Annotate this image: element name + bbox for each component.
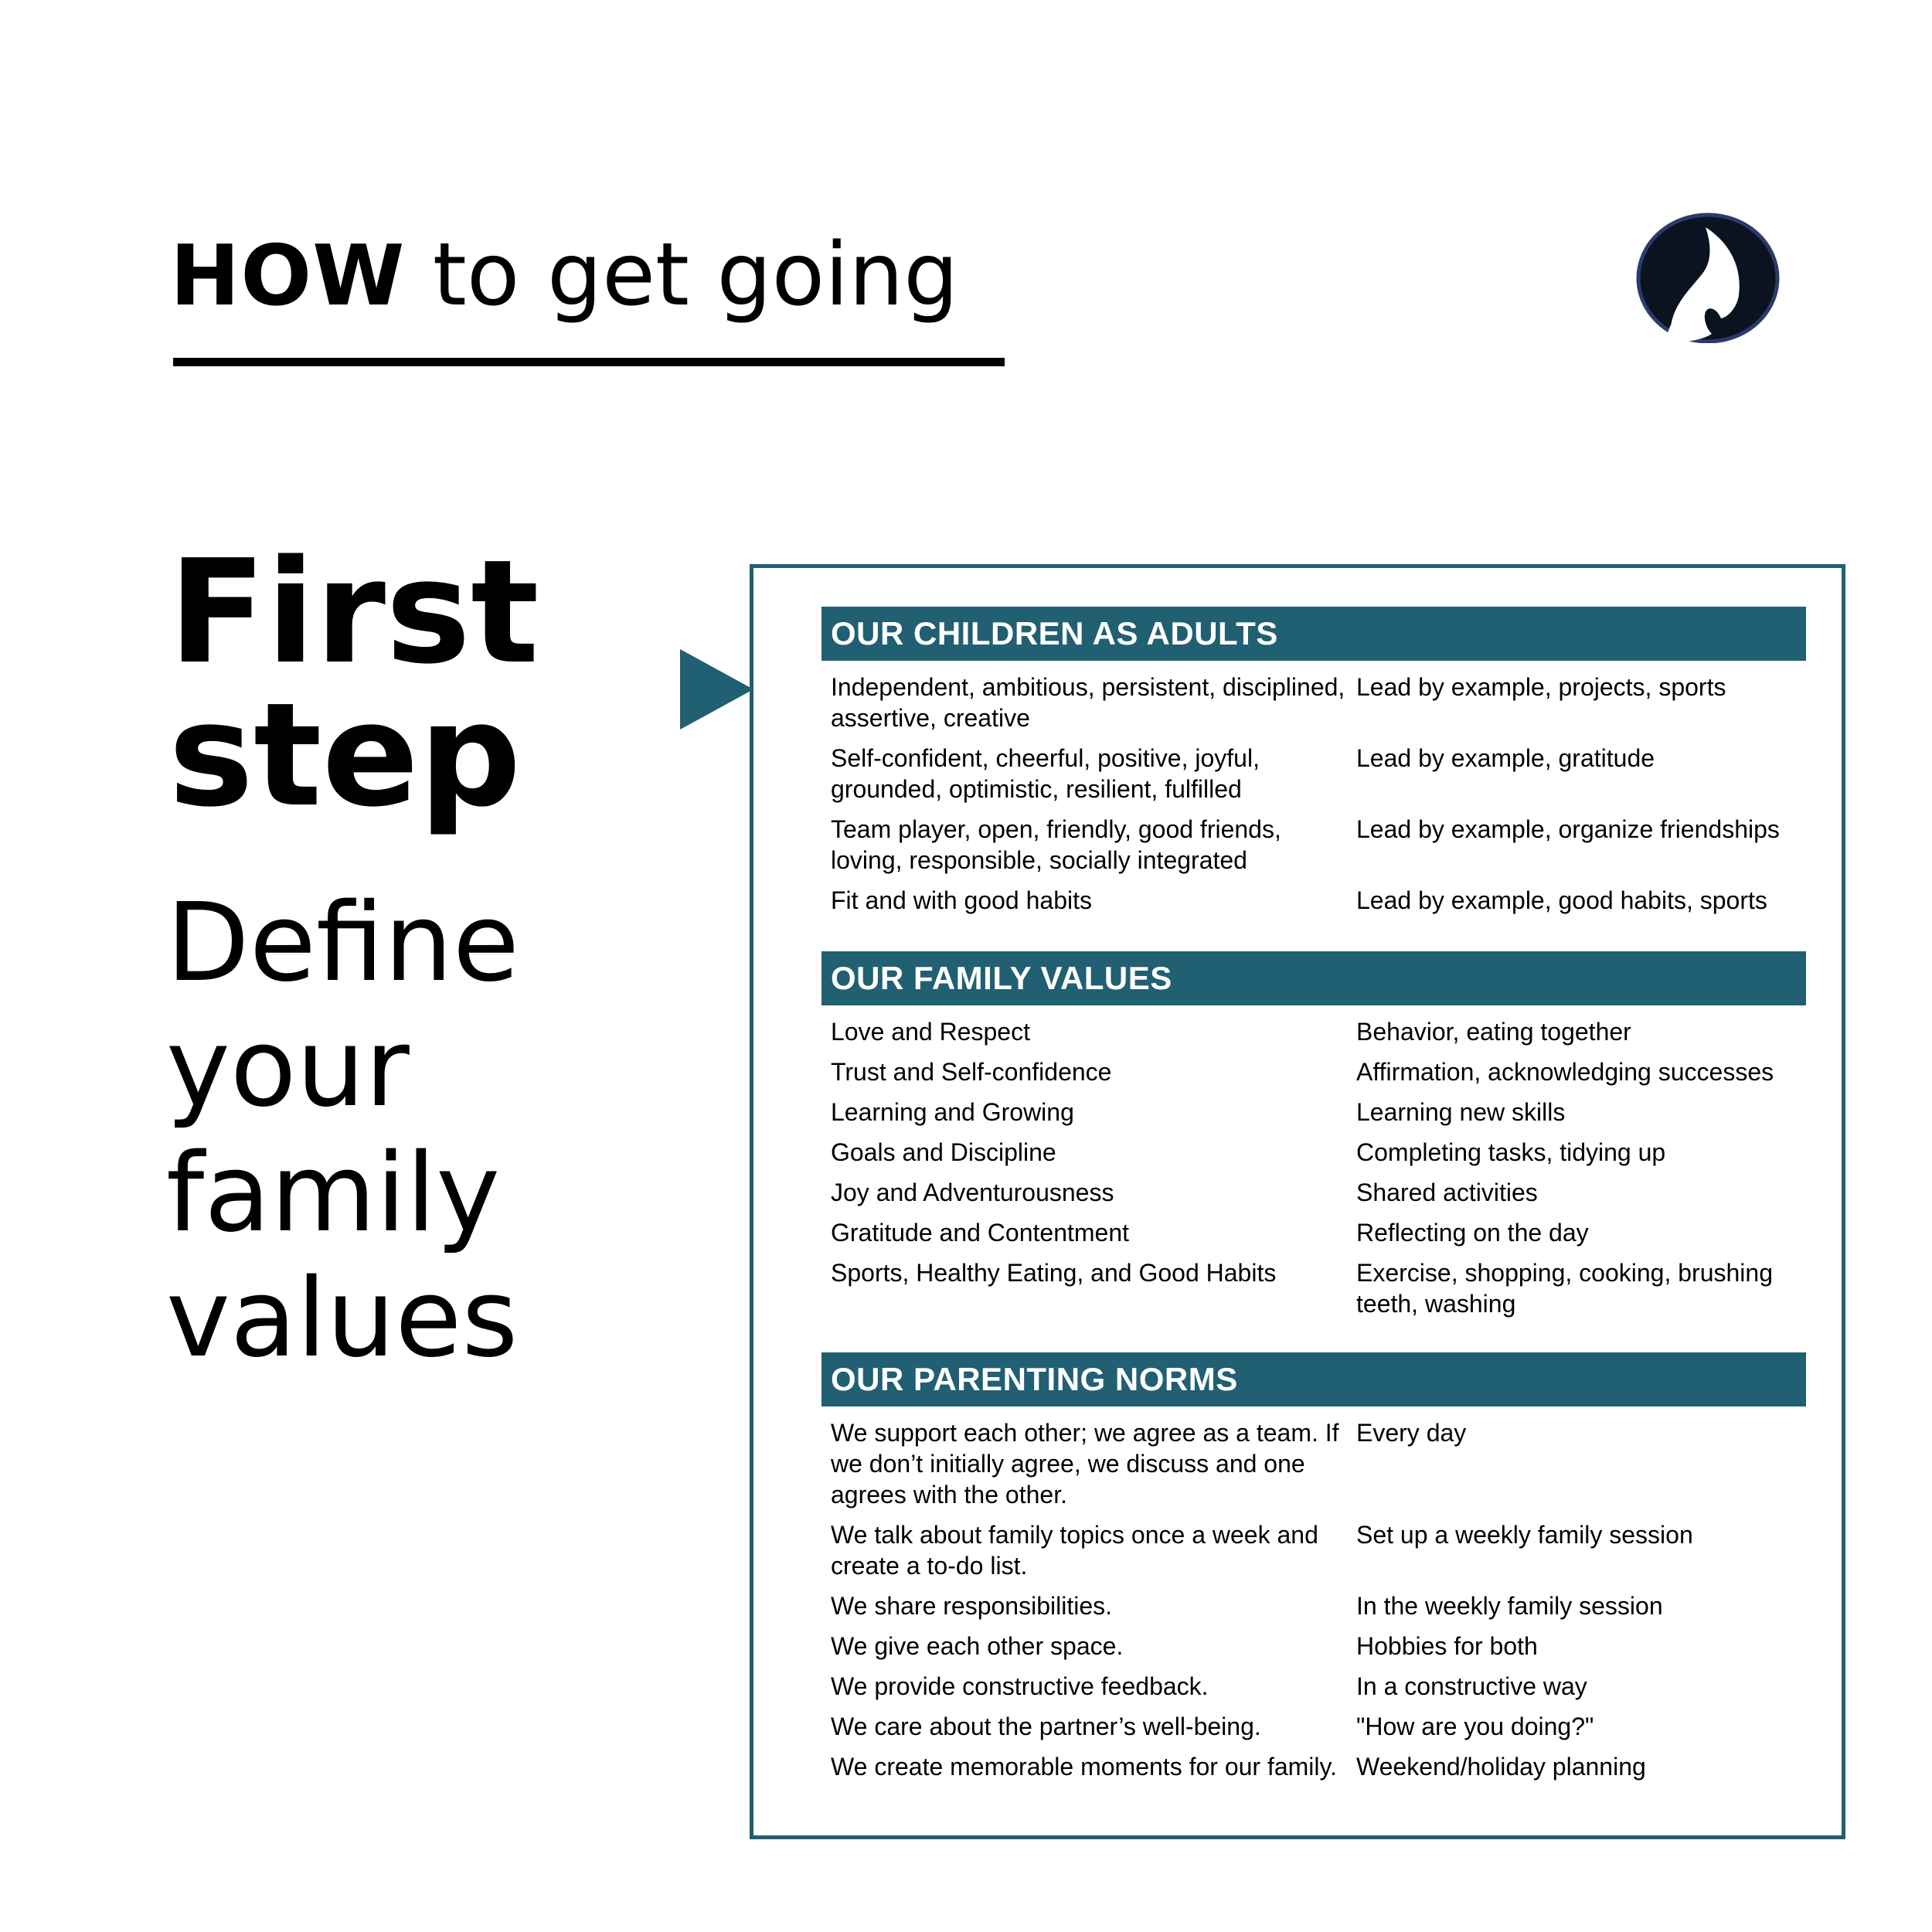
- row-left: We support each other; we agree as a team. If we don’t initially agree, we discuss and one agrees with the other.: [831, 1419, 1339, 1509]
- first-step-heading: [168, 529, 539, 838]
- row-left: We give each other space.: [831, 1632, 1124, 1660]
- table-row: [821, 743, 1806, 804]
- values-document: [750, 564, 1845, 1839]
- row-left: Joy and Adventurousness: [831, 1179, 1114, 1206]
- row-left: Love and Respect: [831, 1018, 1030, 1046]
- table-row: [821, 814, 1806, 876]
- row-left: Independent, ambitious, persistent, disciplined, assertive, creative: [831, 673, 1345, 732]
- table-row: [821, 1257, 1806, 1319]
- pointer-arrow-icon: [680, 649, 757, 730]
- row-right: Lead by example, projects, sports: [1356, 673, 1726, 701]
- table-row: [821, 1217, 1806, 1248]
- section-parenting-norms: [821, 1352, 1806, 1782]
- row-left: We provide constructive feedback.: [831, 1672, 1209, 1700]
- row-right: Every day: [1356, 1419, 1467, 1447]
- row-left: We talk about family topics once a week and create a to-do list.: [831, 1521, 1318, 1580]
- row-right: In a constructive way: [1356, 1672, 1587, 1700]
- row-right: Lead by example, organize friendships: [1356, 815, 1780, 843]
- row-left: Self-confident, cheerful, positive, joyful, grounded, optimistic, resilient, fulfilled: [831, 744, 1260, 803]
- row-left: Team player, open, friendly, good friends, loving, responsible, socially integrated: [831, 815, 1281, 874]
- define-line: family: [166, 1131, 501, 1257]
- row-right: Lead by example, gratitude: [1356, 744, 1655, 772]
- row-right: In the weekly family session: [1356, 1592, 1663, 1620]
- section-family-values: [821, 951, 1806, 1319]
- row-left: Gratitude and Contentment: [831, 1219, 1130, 1247]
- row-left: Learning and Growing: [831, 1098, 1074, 1126]
- row-left: We create memorable moments for our family.: [831, 1753, 1338, 1781]
- row-right: Lead by example, good habits, sports: [1356, 886, 1767, 914]
- row-right: Exercise, shopping, cooking, brushing teeth, washing: [1356, 1259, 1773, 1318]
- table-row: [821, 1056, 1806, 1087]
- table-row: [821, 1631, 1806, 1662]
- table-row: [821, 1519, 1806, 1581]
- row-left: Sports, Healthy Eating, and Good Habits: [831, 1259, 1277, 1287]
- table-row: [821, 1590, 1806, 1621]
- row-right: "How are you doing?": [1356, 1713, 1594, 1740]
- row-right: Hobbies for both: [1356, 1632, 1538, 1660]
- table-row: [821, 1711, 1806, 1742]
- table-row: [821, 1016, 1806, 1047]
- row-right: Set up a weekly family session: [1356, 1521, 1693, 1549]
- table-row: [821, 1417, 1806, 1510]
- row-right: Behavior, eating together: [1356, 1018, 1631, 1046]
- define-values-text: [166, 881, 519, 1382]
- row-left: We care about the partner’s well-being.: [831, 1713, 1261, 1740]
- table-row: [821, 672, 1806, 733]
- define-line: your: [166, 1005, 410, 1131]
- page-header: [170, 225, 959, 325]
- table-row: [821, 1671, 1806, 1702]
- table-row: [821, 1097, 1806, 1128]
- flame-drop-icon: [1634, 210, 1781, 343]
- row-left: Fit and with good habits: [831, 886, 1092, 914]
- table-row: [821, 1751, 1806, 1782]
- section-children-as-adults: [821, 607, 1806, 916]
- row-right: Weekend/holiday planning: [1356, 1753, 1646, 1781]
- define-line: values: [166, 1256, 519, 1382]
- row-right: Shared activities: [1356, 1179, 1538, 1206]
- row-left: Goals and Discipline: [831, 1138, 1056, 1166]
- row-left: We share responsibilities.: [831, 1592, 1113, 1620]
- define-line: Define: [166, 880, 519, 1006]
- header-rest: to get going: [405, 225, 959, 325]
- row-left: Trust and Self-confidence: [831, 1058, 1112, 1086]
- section-title: OUR FAMILY VALUES: [821, 951, 1806, 1005]
- row-right: Learning new skills: [1356, 1098, 1566, 1126]
- section-title: OUR CHILDREN AS ADULTS: [821, 607, 1806, 661]
- row-right: Reflecting on the day: [1356, 1219, 1589, 1247]
- row-right: Completing tasks, tidying up: [1356, 1138, 1666, 1166]
- first-step-line1: First: [168, 529, 539, 696]
- row-right: Affirmation, acknowledging successes: [1356, 1058, 1774, 1086]
- first-step-line2: step: [168, 672, 522, 838]
- header-underline: [173, 358, 1005, 366]
- table-row: [821, 885, 1806, 916]
- table-row: [821, 1137, 1806, 1168]
- section-title: OUR PARENTING NORMS: [821, 1352, 1806, 1406]
- table-row: [821, 1177, 1806, 1208]
- header-how: HOW: [170, 228, 406, 325]
